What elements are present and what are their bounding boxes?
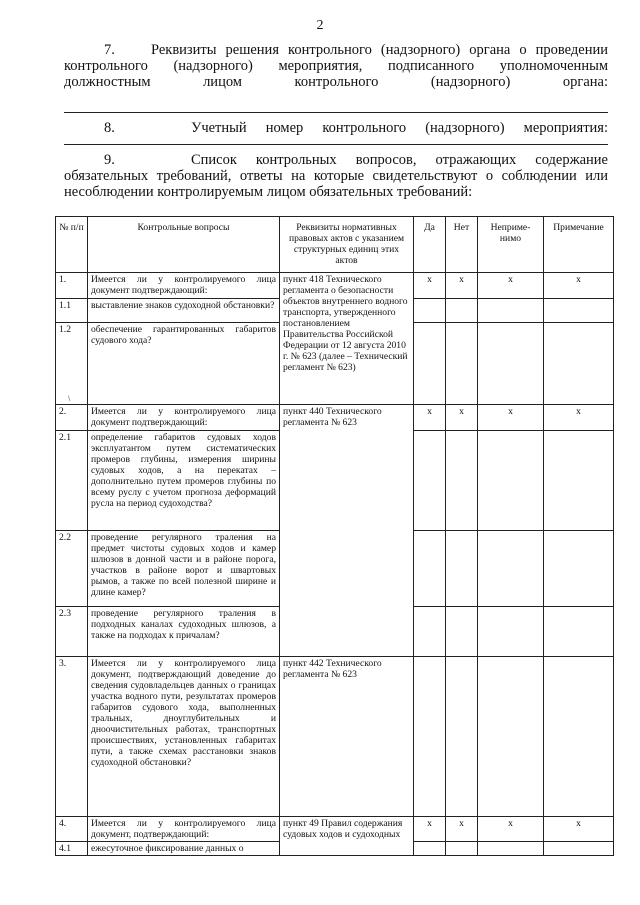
cell-na [478, 657, 544, 817]
cell-yes [414, 531, 446, 607]
cell-note [544, 431, 614, 531]
cell-note [544, 299, 614, 323]
table-header-row [56, 217, 614, 273]
table-row [56, 273, 614, 299]
section-7-number: 7. [104, 42, 115, 58]
row-number: 2.1 [56, 431, 88, 531]
cell-yes-mark: х [414, 273, 446, 299]
cell-no [446, 531, 478, 607]
section-9-line-3: несоблюдении контролируемым лицом обязательных требований: [64, 184, 473, 200]
cell-na-mark: х [478, 273, 544, 299]
row-question: обеспечение гарантированных габаритов судового хода? [88, 323, 280, 405]
cell-yes [414, 607, 446, 657]
cell-na [478, 299, 544, 323]
section-7-line-1: Реквизиты решения контрольного (надзорного) органа о проведении [150, 42, 609, 58]
section-7 [64, 42, 608, 90]
cell-no-mark: х [446, 817, 478, 842]
cell-no-mark: х [446, 273, 478, 299]
cell-yes [414, 657, 446, 817]
cell-note-mark: х [544, 273, 614, 299]
header-num: № п/п [56, 217, 88, 273]
cell-na [478, 531, 544, 607]
cell-no [446, 431, 478, 531]
row-number: 3. [56, 657, 88, 817]
section-8-line-1: Учетный номер контрольного (надзорного) мероприятия: [191, 120, 609, 136]
cell-yes [414, 323, 446, 405]
row-question: определение габаритов судовых ходов эксплуатантом путем систематических промеров глубины, измерения ширины судовых ходов, а на перекатах – дополнительно путем промеров глубины по всему руслу с учетом прогноза деформаций русла на период судоходства? [88, 431, 280, 531]
cell-yes-mark: х [414, 817, 446, 842]
section-8-fill-line [64, 144, 608, 145]
cell-yes [414, 431, 446, 531]
cell-na-mark: х [478, 405, 544, 431]
section-7-line-3: должностным лицом контрольного (надзорного) органа: [64, 74, 608, 90]
row-requisites: пункт 418 Технического регламента о безопасности объектов внутреннего водного транспорта, утвержденного постановлением Правительства Российской Федерации от 12 августа 2010 г. № 623 (далее – Технический регламент № 623) [280, 273, 414, 405]
header-questions: Контрольные вопросы [88, 217, 280, 273]
section-9 [64, 152, 608, 200]
row-number: 1. [56, 273, 88, 299]
cell-note [544, 531, 614, 607]
cell-na [478, 607, 544, 657]
cell-note [544, 657, 614, 817]
row-question: Имеется ли у контролируемого лица документ подтверждающий: [88, 405, 280, 431]
row-question: Имеется ли у контролируемого лица документ подтверждающий: [88, 273, 280, 299]
row-question: Имеется ли у контролируемого лица документ, подтверждающий: [88, 817, 280, 842]
cell-no [446, 607, 478, 657]
row-requisites: пункт 440 Технического регламента № 623 [280, 405, 414, 657]
row-requisites: пункт 49 Правил содержания судовых ходов и судоходных [280, 817, 414, 856]
cell-no [446, 299, 478, 323]
row-number: 4.1 [56, 842, 88, 856]
section-8 [64, 120, 608, 136]
cell-na [478, 431, 544, 531]
row-number: 1.1 [56, 299, 88, 323]
section-8-number: 8. [104, 120, 115, 136]
section-9-number: 9. [104, 152, 115, 168]
cell-note-mark: х [544, 405, 614, 431]
row-number-text: 1.2 [59, 324, 71, 335]
section-7-fill-line [64, 112, 608, 113]
cell-no-mark: х [446, 405, 478, 431]
header-note: Примечание [544, 217, 614, 273]
row-number: 2.3 [56, 607, 88, 657]
row-question: ежесуточное фиксирование данных о [88, 842, 280, 856]
header-no: Нет [446, 217, 478, 273]
row-number: 2.2 [56, 531, 88, 607]
row-number [56, 323, 88, 405]
cell-note [544, 323, 614, 405]
section-9-line-2: обязательных требований, ответы на которые свидетельствуют о соблюдении или [64, 168, 608, 184]
cell-na [478, 842, 544, 856]
table-row [56, 817, 614, 842]
cell-note [544, 607, 614, 657]
cell-note [544, 842, 614, 856]
row-question: выставление знаков судоходной обстановки? [88, 299, 280, 323]
cell-yes [414, 842, 446, 856]
row-number: 2. [56, 405, 88, 431]
cell-na [478, 323, 544, 405]
cell-yes [414, 299, 446, 323]
row-question: проведение регулярного траления на предмет чистоты судовых ходов и камер шлюзов в донной части и в районе порога, участков в районе ворот и швартовых рымов, а также по всей полезной ширине и длине камер? [88, 531, 280, 607]
row-question: Имеется ли у контролируемого лица документ, подтверждающий доведение до сведения судовладельцев данных о границах участка водного пути, результатах промеров габаритов судового хода, выполненных тральных, дноуглубительных и дноочистительных работах, транспортных происшествиях, установленных габаритах пути, а также схемах расстановки знаков судоходной обстановки? [88, 657, 280, 817]
cell-no [446, 842, 478, 856]
table-row [56, 405, 614, 431]
section-9-line-1: Список контрольных вопросов, отражающих содержание [190, 152, 608, 168]
header-requisites: Реквизиты нормативных правовых актов с указанием структурных единиц этих актов [280, 217, 414, 273]
checklist-table [55, 216, 614, 856]
cell-no [446, 323, 478, 405]
cell-na-mark: х [478, 817, 544, 842]
table-row [56, 657, 614, 817]
header-not-applicable: Неприме-нимо [478, 217, 544, 273]
cell-note-mark: х [544, 817, 614, 842]
stray-mark: \ [68, 394, 71, 403]
row-question: проведение регулярного траления в подходных каналах судоходных шлюзов, а также на подходах к причалам? [88, 607, 280, 657]
page-number: 2 [316, 18, 324, 33]
row-number: 4. [56, 817, 88, 842]
header-yes: Да [414, 217, 446, 273]
row-requisites: пункт 442 Технического регламента № 623 [280, 657, 414, 817]
cell-no [446, 657, 478, 817]
cell-yes-mark: х [414, 405, 446, 431]
section-7-line-2: контрольного (надзорного) мероприятия, подписанного уполномоченным [64, 58, 608, 74]
